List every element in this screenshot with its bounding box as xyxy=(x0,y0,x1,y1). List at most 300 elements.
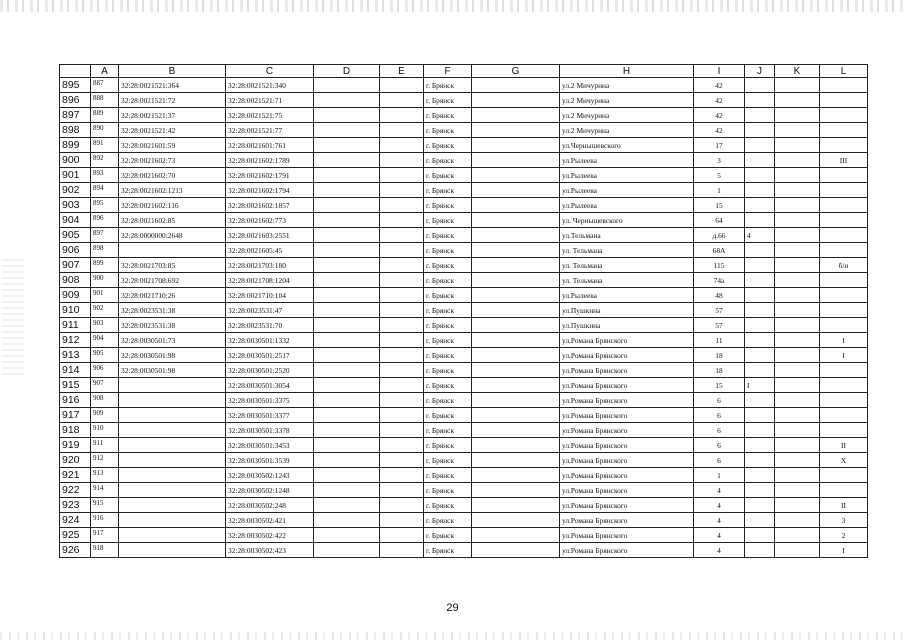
cell-i: 42 xyxy=(694,108,745,123)
cell-f: г. Брянск xyxy=(424,243,472,258)
cell-h: ул.Рылеева xyxy=(560,198,694,213)
cell-l xyxy=(820,288,868,303)
cell-g xyxy=(472,543,560,558)
cell-g xyxy=(472,423,560,438)
cell-h: ул.Тельмана xyxy=(560,228,694,243)
table-row xyxy=(60,498,868,513)
cell-a: 899 xyxy=(91,258,119,273)
cell-h: ул.Рылеева xyxy=(560,183,694,198)
cell-k xyxy=(775,213,820,228)
column-header-j: J xyxy=(745,65,775,78)
cell-b: 32:28:0023531:38 xyxy=(119,303,226,318)
cell-g xyxy=(472,288,560,303)
row-number: 920 xyxy=(60,453,91,468)
cell-k xyxy=(775,258,820,273)
cell-e xyxy=(380,93,424,108)
cell-f: г. Брянск xyxy=(424,93,472,108)
cell-a: 906 xyxy=(91,363,119,378)
cell-j xyxy=(745,183,775,198)
cell-i: д.66 xyxy=(694,228,745,243)
cell-k xyxy=(775,423,820,438)
cell-e xyxy=(380,198,424,213)
row-number: 925 xyxy=(60,528,91,543)
table-row xyxy=(60,513,868,528)
cell-c: 32:28:0030502:423 xyxy=(226,543,314,558)
cell-b xyxy=(119,453,226,468)
cell-b xyxy=(119,438,226,453)
cell-j xyxy=(745,513,775,528)
cell-g xyxy=(472,153,560,168)
cell-g xyxy=(472,483,560,498)
cell-b: 32:28:0021521:364 xyxy=(119,78,226,93)
cell-a: 902 xyxy=(91,303,119,318)
table-row xyxy=(60,123,868,138)
row-number: 906 xyxy=(60,243,91,258)
cell-f: г. Брянск xyxy=(424,168,472,183)
cell-i: 57 xyxy=(694,303,745,318)
column-header-d: D xyxy=(314,65,380,78)
table-row xyxy=(60,153,868,168)
row-number: 903 xyxy=(60,198,91,213)
cell-h: ул.Романа Брянского xyxy=(560,453,694,468)
cell-i: 6 xyxy=(694,438,745,453)
cell-b: 32:28:0021521:37 xyxy=(119,108,226,123)
cell-e xyxy=(380,303,424,318)
cell-c: 32:28:0030502:421 xyxy=(226,513,314,528)
cell-l: I xyxy=(820,348,868,363)
cell-e xyxy=(380,498,424,513)
table-row xyxy=(60,183,868,198)
row-number: 917 xyxy=(60,408,91,423)
row-number: 916 xyxy=(60,393,91,408)
cell-e xyxy=(380,453,424,468)
table-row xyxy=(60,213,868,228)
cell-b xyxy=(119,378,226,393)
page-number: 29 xyxy=(446,602,459,614)
row-number: 902 xyxy=(60,183,91,198)
cell-f: г. Брянск xyxy=(424,498,472,513)
column-header-l: L xyxy=(820,65,868,78)
cell-a: 900 xyxy=(91,273,119,288)
cell-g xyxy=(472,183,560,198)
row-number: 895 xyxy=(60,78,91,93)
cell-k xyxy=(775,168,820,183)
table-row xyxy=(60,408,868,423)
cell-j xyxy=(745,393,775,408)
cell-h: ул.Романа Брянского xyxy=(560,483,694,498)
cell-a: 890 xyxy=(91,123,119,138)
cell-i: 1 xyxy=(694,183,745,198)
cell-k xyxy=(775,318,820,333)
cell-d xyxy=(314,168,380,183)
cell-j xyxy=(745,288,775,303)
cell-h: ул.Рылеева xyxy=(560,168,694,183)
row-number: 922 xyxy=(60,483,91,498)
cell-i: 15 xyxy=(694,378,745,393)
cell-j xyxy=(745,483,775,498)
cell-k xyxy=(775,453,820,468)
cell-c: 32:28:0021605:45 xyxy=(226,243,314,258)
cell-c: 32:28:0021602:1791 xyxy=(226,168,314,183)
cell-i: 3 xyxy=(694,153,745,168)
cell-c: 32:28:0021603:2551 xyxy=(226,228,314,243)
cell-k xyxy=(775,288,820,303)
cell-c: 32:28:0021602:1789 xyxy=(226,153,314,168)
cell-j xyxy=(745,498,775,513)
cell-h: ул.Романа Брянского xyxy=(560,543,694,558)
cell-l xyxy=(820,318,868,333)
cell-a: 892 xyxy=(91,153,119,168)
cell-e xyxy=(380,408,424,423)
cell-i: 1 xyxy=(694,468,745,483)
cell-d xyxy=(314,303,380,318)
cell-g xyxy=(472,258,560,273)
cell-f: г. Брянск xyxy=(424,543,472,558)
column-header-a: A xyxy=(91,65,119,78)
cell-i: 6 xyxy=(694,393,745,408)
cell-k xyxy=(775,468,820,483)
cell-b xyxy=(119,513,226,528)
cell-j xyxy=(745,333,775,348)
cell-e xyxy=(380,393,424,408)
row-number: 924 xyxy=(60,513,91,528)
cell-l xyxy=(820,138,868,153)
row-number: 898 xyxy=(60,123,91,138)
cell-i: 57 xyxy=(694,318,745,333)
cell-k xyxy=(775,273,820,288)
cell-a: 893 xyxy=(91,168,119,183)
cell-c: 32:28:0021521:75 xyxy=(226,108,314,123)
table-row xyxy=(60,393,868,408)
column-header-f: F xyxy=(424,65,472,78)
cell-l xyxy=(820,168,868,183)
cell-g xyxy=(472,93,560,108)
table-row xyxy=(60,543,868,558)
row-number: 914 xyxy=(60,363,91,378)
cell-a: 897 xyxy=(91,228,119,243)
cell-f: г. Брянск xyxy=(424,393,472,408)
cell-g xyxy=(472,78,560,93)
scan-noise-top xyxy=(0,0,905,12)
cell-d xyxy=(314,318,380,333)
table-row xyxy=(60,453,868,468)
cell-k xyxy=(775,93,820,108)
table-row xyxy=(60,243,868,258)
row-number: 908 xyxy=(60,273,91,288)
cell-a: 898 xyxy=(91,243,119,258)
cell-e xyxy=(380,423,424,438)
cell-e xyxy=(380,543,424,558)
cell-d xyxy=(314,93,380,108)
cell-b xyxy=(119,483,226,498)
cell-j xyxy=(745,93,775,108)
cell-d xyxy=(314,153,380,168)
cell-f: г. Брянск xyxy=(424,198,472,213)
cell-b: 32:28:0021710:26 xyxy=(119,288,226,303)
cell-i: 42 xyxy=(694,123,745,138)
column-header-c: C xyxy=(226,65,314,78)
cell-c: 32:28:0021601:761 xyxy=(226,138,314,153)
cell-a: 887 xyxy=(91,78,119,93)
cell-h: ул.Пушкина xyxy=(560,303,694,318)
table-row xyxy=(60,168,868,183)
cell-e xyxy=(380,228,424,243)
cell-d xyxy=(314,543,380,558)
cell-f: г. Брянск xyxy=(424,228,472,243)
cell-f: г. Брянск xyxy=(424,438,472,453)
cell-f: г. Брянск xyxy=(424,78,472,93)
row-number: 911 xyxy=(60,318,91,333)
cell-k xyxy=(775,138,820,153)
cell-f: г. Брянск xyxy=(424,348,472,363)
cell-l: I xyxy=(820,333,868,348)
row-number: 905 xyxy=(60,228,91,243)
cell-l: 3 xyxy=(820,513,868,528)
cell-k xyxy=(775,438,820,453)
column-header-row xyxy=(60,65,868,78)
cell-c: 32:28:0021710:104 xyxy=(226,288,314,303)
cell-g xyxy=(472,528,560,543)
column-header-e: E xyxy=(380,65,424,78)
table-row xyxy=(60,378,868,393)
cell-b xyxy=(119,393,226,408)
cell-g xyxy=(472,333,560,348)
cell-h: ул.Романа Брянского xyxy=(560,378,694,393)
cell-a: 913 xyxy=(91,468,119,483)
row-number: 900 xyxy=(60,153,91,168)
cell-l xyxy=(820,108,868,123)
cell-f: г. Брянск xyxy=(424,423,472,438)
cell-d xyxy=(314,228,380,243)
cell-k xyxy=(775,543,820,558)
cell-k xyxy=(775,348,820,363)
cell-h: ул.Романа Брянского xyxy=(560,498,694,513)
cell-a: 896 xyxy=(91,213,119,228)
cell-l: б/н xyxy=(820,258,868,273)
cell-k xyxy=(775,243,820,258)
cell-a: 904 xyxy=(91,333,119,348)
cell-b: 32:28:0021602:73 xyxy=(119,153,226,168)
table-row xyxy=(60,303,868,318)
cell-d xyxy=(314,183,380,198)
cell-i: 115 xyxy=(694,258,745,273)
cell-j xyxy=(745,438,775,453)
cell-b xyxy=(119,543,226,558)
cell-j xyxy=(745,303,775,318)
cell-a: 908 xyxy=(91,393,119,408)
cell-c: 32:28:0021602:1857 xyxy=(226,198,314,213)
cell-d xyxy=(314,423,380,438)
cell-i: 6 xyxy=(694,423,745,438)
column-header-k: K xyxy=(775,65,820,78)
cell-j xyxy=(745,423,775,438)
cell-l: II xyxy=(820,498,868,513)
cell-k xyxy=(775,108,820,123)
cell-b: 32:28:0021602:116 xyxy=(119,198,226,213)
cell-e xyxy=(380,438,424,453)
cell-a: 888 xyxy=(91,93,119,108)
spreadsheet-table xyxy=(59,64,868,558)
cell-d xyxy=(314,468,380,483)
cell-k xyxy=(775,228,820,243)
cell-c: 32:28:0030501:2517 xyxy=(226,348,314,363)
cell-f: г. Брянск xyxy=(424,213,472,228)
cell-g xyxy=(472,408,560,423)
cell-i: 6 xyxy=(694,453,745,468)
cell-a: 915 xyxy=(91,498,119,513)
row-number: 921 xyxy=(60,468,91,483)
cell-a: 907 xyxy=(91,378,119,393)
cell-l xyxy=(820,423,868,438)
row-number: 910 xyxy=(60,303,91,318)
cell-l: III xyxy=(820,153,868,168)
cell-l xyxy=(820,483,868,498)
cell-i: 64 xyxy=(694,213,745,228)
cell-j xyxy=(745,453,775,468)
cell-j xyxy=(745,168,775,183)
cell-g xyxy=(472,363,560,378)
cell-e xyxy=(380,273,424,288)
cell-j xyxy=(745,78,775,93)
cell-i: 4 xyxy=(694,513,745,528)
scan-noise-bottom xyxy=(0,632,905,640)
cell-g xyxy=(472,348,560,363)
cell-j xyxy=(745,468,775,483)
cell-d xyxy=(314,333,380,348)
cell-l xyxy=(820,213,868,228)
cell-i: 4 xyxy=(694,498,745,513)
cell-a: 905 xyxy=(91,348,119,363)
cell-a: 910 xyxy=(91,423,119,438)
cell-b: 32:28:0023531:38 xyxy=(119,318,226,333)
cell-d xyxy=(314,288,380,303)
cell-e xyxy=(380,258,424,273)
cell-i: 6 xyxy=(694,408,745,423)
cell-k xyxy=(775,153,820,168)
cell-c: 32:28:0023531:47 xyxy=(226,303,314,318)
cell-d xyxy=(314,348,380,363)
row-number: 926 xyxy=(60,543,91,558)
cell-l xyxy=(820,228,868,243)
cell-b xyxy=(119,243,226,258)
cell-e xyxy=(380,78,424,93)
cell-a: 909 xyxy=(91,408,119,423)
cell-j xyxy=(745,108,775,123)
cell-a: 911 xyxy=(91,438,119,453)
cell-f: г. Брянск xyxy=(424,333,472,348)
cell-l xyxy=(820,303,868,318)
cell-f: г. Брянск xyxy=(424,273,472,288)
cell-e xyxy=(380,318,424,333)
cell-l: I xyxy=(820,543,868,558)
cell-j xyxy=(745,213,775,228)
cell-k xyxy=(775,528,820,543)
row-number: 912 xyxy=(60,333,91,348)
cell-h: ул.2 Мичурина xyxy=(560,93,694,108)
cell-g xyxy=(472,273,560,288)
cell-a: 901 xyxy=(91,288,119,303)
cell-l xyxy=(820,183,868,198)
cell-j xyxy=(745,528,775,543)
cell-a: 894 xyxy=(91,183,119,198)
cell-f: г. Брянск xyxy=(424,453,472,468)
cell-l xyxy=(820,198,868,213)
cell-d xyxy=(314,138,380,153)
cell-d xyxy=(314,378,380,393)
cell-e xyxy=(380,483,424,498)
cell-f: г. Брянск xyxy=(424,138,472,153)
cell-h: ул. Чернышевского xyxy=(560,213,694,228)
cell-b: 32:28:0021602:85 xyxy=(119,213,226,228)
cell-j: 4 xyxy=(745,228,775,243)
cell-k xyxy=(775,408,820,423)
cell-h: ул.2 Мичурина xyxy=(560,78,694,93)
table-row xyxy=(60,138,868,153)
cell-d xyxy=(314,363,380,378)
row-number: 896 xyxy=(60,93,91,108)
row-number: 899 xyxy=(60,138,91,153)
cell-e xyxy=(380,468,424,483)
cell-h: ул.Пушкина xyxy=(560,318,694,333)
row-number: 897 xyxy=(60,108,91,123)
cell-d xyxy=(314,528,380,543)
cell-l: II xyxy=(820,438,868,453)
cell-c: 32:28:0030501:1332 xyxy=(226,333,314,348)
cell-d xyxy=(314,258,380,273)
table-row xyxy=(60,333,868,348)
cell-b: 32:28:0021521:42 xyxy=(119,123,226,138)
cell-f: г. Брянск xyxy=(424,363,472,378)
cell-g xyxy=(472,303,560,318)
cell-j xyxy=(745,543,775,558)
table-row xyxy=(60,288,868,303)
cell-e xyxy=(380,333,424,348)
cell-d xyxy=(314,453,380,468)
cell-c: 32:28:0021703:180 xyxy=(226,258,314,273)
cell-h: ул.Рылеева xyxy=(560,153,694,168)
cell-l xyxy=(820,273,868,288)
cell-j xyxy=(745,348,775,363)
cell-e xyxy=(380,168,424,183)
table-row xyxy=(60,273,868,288)
cell-g xyxy=(472,243,560,258)
cell-h: ул.Рылеева xyxy=(560,288,694,303)
cell-d xyxy=(314,513,380,528)
column-header-rownum xyxy=(60,65,91,78)
cell-b: 32:28:0021602:70 xyxy=(119,168,226,183)
cell-l: X xyxy=(820,453,868,468)
cell-f: г. Брянск xyxy=(424,408,472,423)
cell-i: 4 xyxy=(694,543,745,558)
cell-g xyxy=(472,123,560,138)
cell-e xyxy=(380,123,424,138)
cell-i: 74а xyxy=(694,273,745,288)
cell-g xyxy=(472,378,560,393)
cell-j xyxy=(745,198,775,213)
cell-d xyxy=(314,243,380,258)
cell-h: ул. Тельмана xyxy=(560,273,694,288)
cell-l xyxy=(820,468,868,483)
cell-d xyxy=(314,498,380,513)
row-number: 913 xyxy=(60,348,91,363)
row-number: 919 xyxy=(60,438,91,453)
cell-h: ул.2 Мичурина xyxy=(560,108,694,123)
cell-b: 32:28:0021601:59 xyxy=(119,138,226,153)
cell-g xyxy=(472,228,560,243)
cell-l xyxy=(820,93,868,108)
table-row xyxy=(60,363,868,378)
cell-b xyxy=(119,468,226,483)
